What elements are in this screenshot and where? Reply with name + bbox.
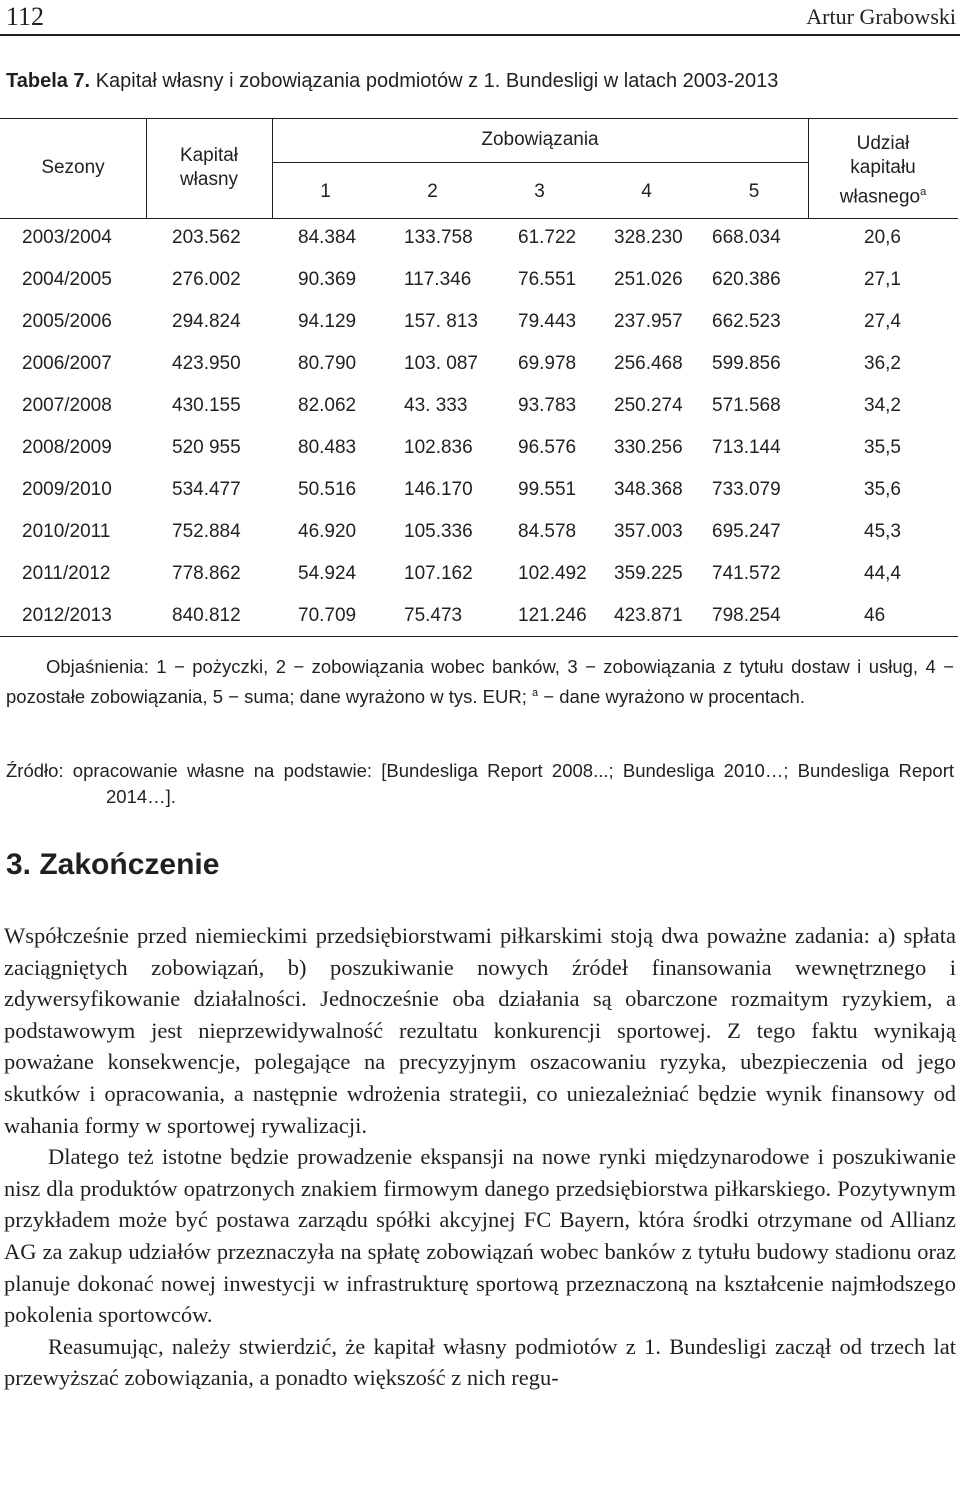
table-source [6, 758, 954, 810]
table-title: Kapitał własny i zobowiązania podmiotów z 1. Bundesligi w latach 2003-2013 [95, 70, 779, 92]
table-cell: 157. 813 [404, 311, 478, 332]
table-cell: 121.246 [518, 605, 587, 626]
table-caption [6, 70, 778, 93]
table-cell: 20,6 [864, 227, 901, 248]
table-cell: 840.812 [172, 605, 241, 626]
table-cell: 35,6 [864, 479, 901, 500]
table-cell-season: 2007/2008 [22, 395, 112, 416]
table-cell: 534.477 [172, 479, 241, 500]
running-header [0, 0, 960, 36]
table-cell: 430.155 [172, 395, 241, 416]
table-cell: 713.144 [712, 437, 781, 458]
table-cell: 102.492 [518, 563, 587, 584]
table-cell: 105.336 [404, 521, 473, 542]
table-cell-season: 2010/2011 [22, 521, 111, 542]
table-cell: 348.368 [614, 479, 683, 500]
source-note: Źródło: opracowanie własne na podstawie: [Bundesliga Report 2008...; Bundesliga 2010…; Bundesliga Report 2014…]. [6, 760, 954, 807]
table-cell: 203.562 [172, 227, 241, 248]
explanation-note: Objaśnienia: 1 − pożyczki, 2 − zobowiązania wobec banków, 3 − zobowiązania z tytułu dostaw i usług, 4 − pozostałe zobowiązania, 5 − suma; dane wyrażono w tys. EUR; $^a$ − dane wyrażono w procentach. [6, 656, 954, 708]
table-cell: 84.578 [518, 521, 577, 542]
table-cell: 256.468 [614, 353, 683, 374]
table-cell: 27,4 [864, 311, 901, 332]
table-cell: 96.576 [518, 437, 577, 458]
table-cell: 357.003 [614, 521, 683, 542]
header-equity-share: Udział kapitału własnego$^a$ [839, 133, 927, 208]
table-label: Tabela 7. [6, 70, 91, 92]
table-notes [6, 654, 954, 710]
paragraph: Współcześnie przed niemieckimi przedsiębiorstwami piłkarskimi stoją dwa poważne zadania: a) spłata zaciągniętych zobowiązań, b) poszukiwanie nowych źródeł finansowania wewnętrznego i zdywersyfikowanie działalności. Jednocześnie oba działania są obarczone rozmaitym ryzykiem, a podstawowym jest nieprzewidywalność rezultatu konkurencji sportowej. Z tego faktu wynikają poważane konsekwencje, polegające na precyzyjnym oszacowaniu ryzyka, ubezpieczenia od jego skutków i opracowania, a następnie wdrożenia strategii, co uniezależniać będzie wynik finansowy od wahania formy w sportowej rywalizacji. [4, 923, 956, 1138]
table-cell-season: 2004/2005 [22, 269, 112, 290]
table-cell-season: 2008/2009 [22, 437, 112, 458]
header-sub-1: 1 [320, 181, 331, 202]
header-seasons: Sezony [41, 157, 105, 178]
table-cell: 35,5 [864, 437, 901, 458]
table-cell: 695.247 [712, 521, 781, 542]
table-cell: 103. 087 [404, 353, 478, 374]
table-cell: 46 [864, 605, 886, 626]
table-cell: 620.386 [712, 269, 781, 290]
liabilities-subheader-rule [272, 162, 808, 163]
table-cell: 44,4 [864, 563, 901, 584]
table-cell: 93.783 [518, 395, 577, 416]
header-liabilities: Zobowiązania [481, 129, 599, 150]
header-bottom-rule [0, 218, 958, 219]
table-top-rule [0, 118, 958, 119]
table-cell: 54.924 [298, 563, 357, 584]
table-cell: 778.862 [172, 563, 241, 584]
table-cell: 798.254 [712, 605, 781, 626]
table-cell: 330.256 [614, 437, 683, 458]
table-cell: 250.274 [614, 395, 683, 416]
table-cell: 80.483 [298, 437, 357, 458]
header-sub-5: 5 [748, 181, 760, 202]
table-cell: 133.758 [404, 227, 473, 248]
table-cell: 79.443 [518, 311, 577, 332]
footnote-marker: a [920, 186, 927, 198]
table-cell: 46.920 [298, 521, 357, 542]
table-cell: 251.026 [614, 269, 683, 290]
paragraph: Reasumując, należy stwierdzić, że kapitał własny podmiotów z 1. Bundesligi zaczął od trzech lat przewyższać zobowiązania, a ponadto większość z nich regu- [4, 1333, 956, 1391]
table-cell: 75.473 [404, 605, 463, 626]
table-cell: 294.824 [172, 311, 241, 332]
table-cell: 668.034 [712, 227, 781, 248]
table-cell: 752.884 [172, 521, 241, 542]
table-cell: 599.856 [712, 353, 781, 374]
header-rule [0, 34, 960, 36]
table-cell: 423.871 [614, 605, 683, 626]
table-cell: 237.957 [614, 311, 683, 332]
table-cell: 27,1 [864, 269, 901, 290]
table-cell-season: 2012/2013 [22, 605, 112, 626]
section-heading: 3. Zakończenie [6, 848, 220, 881]
table-cell-season: 2011/2012 [22, 563, 111, 584]
body-text [4, 920, 956, 1394]
table-cell: 146.170 [404, 479, 473, 500]
paragraph: Dlatego też istotne będzie prowadzenie ekspansji na nowe rynki międzynarodowe i poszukiwanie nisz dla produktów opatrzonych znakiem firmowym danego przedsiębiorstwa piłkarskiego. Pozytywnym przykładem może być postawa zarządu spółki akcyjnej FC Bayern, która środki otrzymane od Allianz AG za zakup udziałów przeznaczyła na spłatę zobowiązań wobec banków z tytułu budowy stadionu oraz planuje dokonać nowej inwestycji w infrastrukturę sportową przeznaczoną na kształcenie najmłodszego pokolenia sportowców. [4, 1144, 956, 1328]
page-number: 112 [6, 2, 45, 31]
table-cell-season: 2005/2006 [22, 311, 112, 332]
table-cell: 45,3 [864, 521, 901, 542]
table-cell: 662.523 [712, 311, 781, 332]
table-cell: 102.836 [404, 437, 473, 458]
table-cell: 741.572 [712, 563, 781, 584]
table-cell: 107.162 [404, 563, 473, 584]
table-cell: 70.709 [298, 605, 357, 626]
header-sub-3: 3 [534, 181, 545, 202]
table-cell: 99.551 [518, 479, 577, 500]
table-cell: 80.790 [298, 353, 357, 374]
running-head-author: Artur Grabowski [806, 4, 956, 29]
table-cell: 117.346 [404, 269, 472, 290]
table-cell: 423.950 [172, 353, 241, 374]
table-cell: 276.002 [172, 269, 241, 290]
table-cell: 328.230 [614, 227, 683, 248]
table-cell: 43. 333 [404, 395, 468, 416]
table-cell: 84.384 [298, 227, 357, 248]
table-cell-season: 2003/2004 [22, 227, 112, 248]
table-cell: 90.369 [298, 269, 357, 290]
table-cell: 34,2 [864, 395, 901, 416]
header-sub-2: 2 [427, 181, 438, 202]
table-cell: 50.516 [298, 479, 357, 500]
table-cell: 359.225 [614, 563, 683, 584]
table-cell: 36,2 [864, 353, 901, 374]
table-cell: 94.129 [298, 311, 357, 332]
table-cell: 69.978 [518, 353, 577, 374]
table-bottom-rule [0, 636, 958, 637]
header-sub-4: 4 [641, 181, 652, 202]
table-cell: 82.062 [298, 395, 357, 416]
header-equity: Kapitał własny [179, 145, 239, 190]
table-cell-season: 2009/2010 [22, 479, 112, 500]
table-cell-season: 2006/2007 [22, 353, 112, 374]
table-cell: 76.551 [518, 269, 577, 290]
table-cell: 733.079 [712, 479, 781, 500]
table-cell: 571.568 [712, 395, 781, 416]
table-cell: 520 955 [172, 437, 241, 458]
table-cell: 61.722 [518, 227, 577, 248]
